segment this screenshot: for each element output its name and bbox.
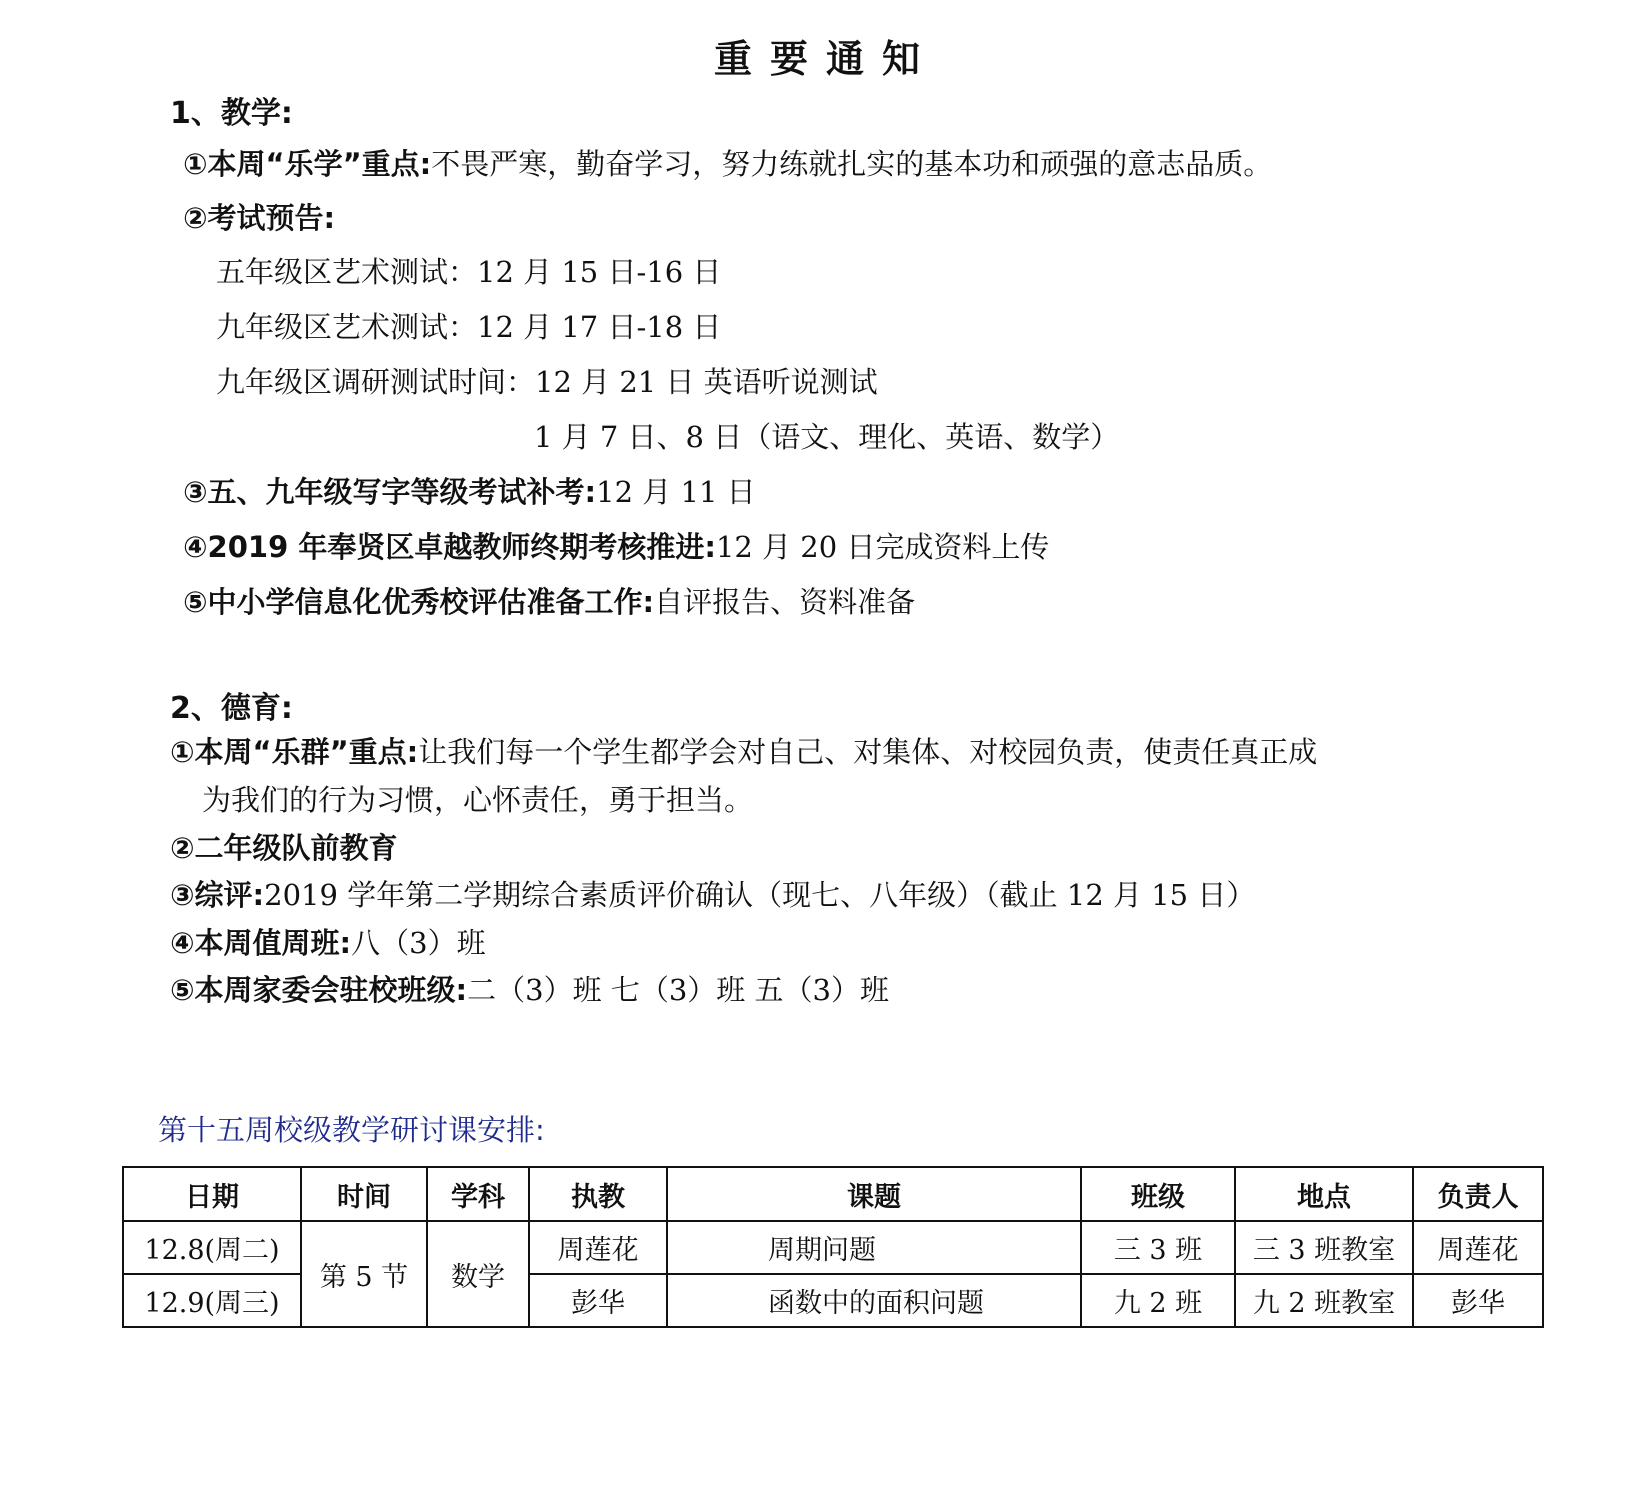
teaching-item-3-text: 12 月 11 日: [596, 475, 756, 509]
schedule-table: [122, 1166, 1544, 1328]
section-moral-heading: 2、德育:: [170, 691, 293, 726]
exam-line-3: 九年级区调研测试时间：12 月 21 日 英语听说测试: [216, 365, 878, 399]
teaching-item-4-label: ④2019 年奉贤区卓越教师终期考核推进:: [183, 530, 716, 564]
header-class: 班级: [1081, 1167, 1235, 1221]
header-date: 日期: [123, 1167, 301, 1221]
header-teacher: 执教: [529, 1167, 667, 1221]
moral-item-1-text: 让我们每一个学生都学会对自己、对集体、对校园负责，使责任真正成: [418, 735, 1318, 769]
cell-owner: 周莲花: [1413, 1221, 1543, 1274]
exam-line-1: 五年级区艺术测试：12 月 15 日-16 日: [216, 255, 722, 289]
moral-item-5-text: 二（3）班 七（3）班 五（3）班: [467, 973, 889, 1007]
teaching-item-1: [183, 142, 1272, 183]
cell-topic: 函数中的面积问题: [667, 1274, 1081, 1327]
teaching-item-2: [183, 196, 335, 237]
teaching-item-1-text: 不畏严寒，勤奋学习，努力练就扎实的基本功和顽强的意志品质。: [431, 147, 1273, 181]
header-time: 时间: [301, 1167, 427, 1221]
cell-place: 三 3 班教室: [1235, 1221, 1413, 1274]
moral-item-3-text: 2019 学年第二学期综合素质评价确认（现七、八年级）（截止 12 月 15 日）: [264, 878, 1256, 912]
teaching-item-4-text: 12 月 20 日完成资料上传: [715, 530, 1050, 564]
teaching-item-2-label: ②考试预告:: [183, 201, 336, 235]
teaching-item-3-label: ③五、九年级写字等级考试补考:: [183, 475, 597, 509]
cell-subject: 数学: [427, 1221, 529, 1327]
page-title: 重要通知: [713, 37, 938, 81]
header-subject: 学科: [427, 1167, 529, 1221]
moral-item-5-label: ⑤本周家委会驻校班级:: [170, 973, 468, 1007]
moral-item-4: [170, 921, 486, 962]
header-owner: 负责人: [1413, 1167, 1543, 1221]
moral-item-3: [170, 873, 1255, 914]
cell-date: 12.9(周三): [123, 1274, 301, 1327]
cell-teacher: 周莲花: [529, 1221, 667, 1274]
teaching-item-5: [183, 580, 915, 621]
teaching-item-5-label: ⑤中小学信息化优秀校评估准备工作:: [183, 585, 655, 619]
cell-place: 九 2 班教室: [1235, 1274, 1413, 1327]
cell-class: 三 3 班: [1081, 1221, 1235, 1274]
cell-owner: 彭华: [1413, 1274, 1543, 1327]
schedule-caption: 第十五周校级教学研讨课安排:: [158, 1113, 545, 1147]
moral-item-2: [170, 826, 398, 867]
section-teaching-heading: 1、教学:: [170, 96, 293, 131]
teaching-item-1-label: ①本周“乐学”重点:: [183, 147, 432, 181]
exam-line-2: 九年级区艺术测试：12 月 17 日-18 日: [216, 310, 722, 344]
moral-item-1: [170, 730, 1317, 771]
moral-item-5: [170, 968, 889, 1009]
moral-item-4-text: 八（3）班: [351, 926, 486, 960]
exam-line-4: 1 月 7 日、8 日（语文、理化、英语、数学）: [534, 420, 1120, 454]
moral-item-1-label: ①本周“乐群”重点:: [170, 735, 419, 769]
table-header-row: [123, 1167, 1543, 1221]
cell-teacher: 彭华: [529, 1274, 667, 1327]
moral-item-1-continued: 为我们的行为习惯，心怀责任，勇于担当。: [202, 783, 754, 817]
cell-date: 12.8(周二): [123, 1221, 301, 1274]
header-place: 地点: [1235, 1167, 1413, 1221]
cell-topic: 周期问题: [667, 1221, 1081, 1274]
teaching-item-4: [183, 525, 1049, 566]
moral-item-4-label: ④本周值周班:: [170, 926, 352, 960]
teaching-item-5-text: 自评报告、资料准备: [654, 585, 916, 619]
teaching-item-3: [183, 470, 756, 511]
moral-item-2-label: ②二年级队前教育: [170, 831, 398, 865]
cell-time: 第 5 节: [301, 1221, 427, 1327]
cell-class: 九 2 班: [1081, 1274, 1235, 1327]
moral-item-3-label: ③综评:: [170, 878, 265, 912]
table-row: [123, 1221, 1543, 1274]
header-topic: 课题: [667, 1167, 1081, 1221]
